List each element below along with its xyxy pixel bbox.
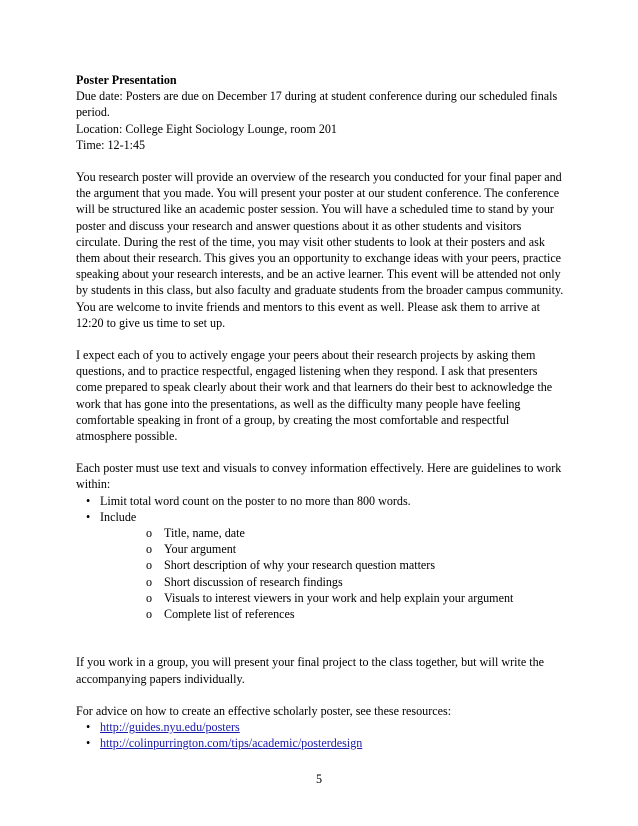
include-item-text: Title, name, date xyxy=(164,526,245,541)
section-title: Poster Presentation xyxy=(76,73,177,87)
engagement-paragraph: I expect each of you to actively engage your peers about their research projects by asking them questions, and to practice respectful, engaged listening when they respond. I ask that presenters come prepared to speak clearly about their work and that learners do their best to acknowledge the work that has gone into the presentations, as well as the difficulty many people have feeling comfortable speaking in front of a group, by creating the most comfortable and respectful atmosphere possible. xyxy=(76,348,553,444)
resource-link-nyu-posters[interactable]: http://guides.nyu.edu/posters xyxy=(100,719,240,734)
resource-link-purrington-posterdesign[interactable]: http://colinpurrington.com/tips/academic/posterdesign xyxy=(100,736,363,751)
overview-paragraph: You research poster will provide an overview of the research you conducted for your final paper and the argument that you made. You will present your poster at our student conference. The conference will be structured like an academic poster session. You will have a scheduled time to stand by your poster and discuss your research and answer questions about it as other students and visitors circulate. During the rest of the time, you may visit other students to look at their posters and ask them about their research. This gives you an opportunity to exchange ideas with your peers, practice speaking about your research interests, and be an active learner. This event will be attended not only by students in this class, but also faculty and graduate students from the broader campus community. You are welcome to invite friends and mentors to this event as well. Please ask them to arrive at 12:20 to give us time to set up. xyxy=(76,170,564,330)
list-item xyxy=(146,574,566,590)
time-line: Time: 12-1:45 xyxy=(76,137,146,152)
guidelines-intro-paragraph: Each poster must use text and visuals to convey information effectively. Here are guidelines to work within: xyxy=(76,461,562,492)
bullet-marker: • xyxy=(86,509,91,524)
list-item xyxy=(76,493,566,509)
bullet-marker: • xyxy=(86,493,91,508)
include-item-text: Visuals to interest viewers in your work and help explain your argument xyxy=(164,590,514,605)
group-work-paragraph: If you work in a group, you will present your final project to the class together, but will write the accompanying papers individually. xyxy=(76,655,545,686)
include-item-text: Your argument xyxy=(164,542,237,557)
guidelines-list xyxy=(76,493,566,525)
resources-intro-paragraph: For advice on how to create an effective scholarly poster, see these resources: xyxy=(76,703,452,718)
sub-bullet-marker: o xyxy=(146,542,153,557)
include-item-text: Complete list of references xyxy=(164,607,295,622)
guideline-text: Include xyxy=(100,509,137,524)
sub-bullet-marker: o xyxy=(146,590,153,605)
list-item xyxy=(146,525,566,541)
list-item xyxy=(146,606,566,622)
list-item xyxy=(76,735,566,751)
resources-list xyxy=(76,719,566,751)
sub-bullet-marker: o xyxy=(146,558,153,573)
guideline-text: Limit total word count on the poster to no more than 800 words. xyxy=(100,493,411,508)
sub-bullet-marker: o xyxy=(146,526,153,541)
include-item-text: Short description of why your research question matters xyxy=(164,558,436,573)
bullet-marker: • xyxy=(86,719,91,734)
include-sublist xyxy=(76,525,566,622)
list-item xyxy=(76,509,566,525)
bullet-marker: • xyxy=(86,736,91,751)
location-line: Location: College Eight Sociology Lounge, room 201 xyxy=(76,121,337,136)
page-number: 5 xyxy=(315,772,323,786)
due-date-line: Due date: Posters are due on December 17 during at student conference during our scheduled finals period. xyxy=(76,89,558,120)
list-item xyxy=(146,541,566,557)
sub-bullet-marker: o xyxy=(146,574,153,589)
list-item xyxy=(76,719,566,735)
list-item xyxy=(146,557,566,573)
list-item xyxy=(146,590,566,606)
include-item-text: Short discussion of research findings xyxy=(164,574,343,589)
document-body xyxy=(76,72,566,751)
sub-bullet-marker: o xyxy=(146,607,153,622)
